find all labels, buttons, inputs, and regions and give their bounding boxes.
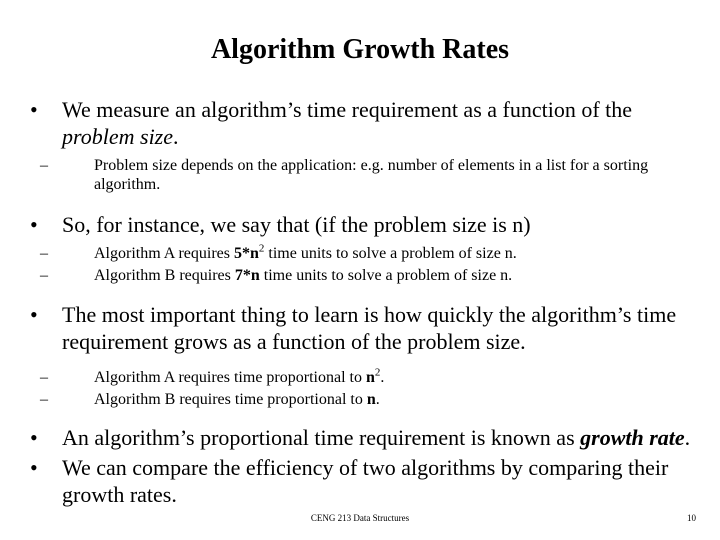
subbullet-text-end: . bbox=[380, 369, 385, 386]
bullet-text: The most important thing to learn is how quickly the algorithm’s time requirement grows as a function of the problem size. bbox=[62, 302, 677, 354]
bullet-growth-rate bbox=[30, 424, 706, 451]
bullet-compare-efficiency bbox=[30, 454, 706, 508]
subbullet-bold-text: 7*n bbox=[234, 267, 260, 284]
bullet-emphasis: growth rate bbox=[580, 425, 685, 450]
slide-title: Algorithm Growth Rates bbox=[210, 34, 510, 65]
bullet-text: So, for instance, we say that (if the problem size is n) bbox=[62, 212, 531, 237]
subbullet-text: Algorithm B requires bbox=[94, 267, 235, 284]
bullet-text-end: . bbox=[684, 425, 691, 450]
superscript: 2 bbox=[374, 366, 381, 379]
slide-footer bbox=[0, 513, 720, 527]
subbullet-text: Algorithm B requires time proportional to bbox=[94, 391, 367, 408]
bullet-text-end: . bbox=[173, 124, 179, 149]
bullet-mark: • bbox=[30, 455, 38, 480]
bullet-text: An algorithm’s proportional time requirement is known as bbox=[62, 425, 581, 450]
subbullet-algorithm-a-proportional bbox=[30, 368, 706, 387]
bullet-mark: • bbox=[30, 425, 38, 450]
subbullet-text-end: . bbox=[375, 391, 380, 408]
bullet-mark: • bbox=[30, 302, 38, 327]
bullet-time-requirement bbox=[30, 96, 706, 150]
dash-mark: – bbox=[40, 369, 48, 386]
footer-course-name: CENG 213 Data Structures bbox=[310, 513, 410, 523]
bullet-text: We measure an algorithm’s time requirement as a function of the bbox=[62, 97, 633, 122]
subbullet-algorithm-b-units bbox=[30, 266, 706, 285]
subbullet-bold-text: n bbox=[365, 369, 375, 386]
bullet-important-thing bbox=[30, 301, 706, 355]
subbullet-text: Problem size depends on the application: e.g. number of elements in a list for a sorting algorithm. bbox=[94, 157, 649, 193]
superscript: 2 bbox=[258, 242, 265, 255]
subbullet-algorithm-a-units bbox=[30, 244, 706, 263]
dash-mark: – bbox=[40, 245, 48, 262]
subbullet-problem-size bbox=[30, 156, 706, 194]
dash-mark: – bbox=[40, 267, 48, 284]
bullet-italic-text: problem size bbox=[62, 124, 174, 149]
subbullet-text: Algorithm A requires time proportional to bbox=[94, 369, 366, 386]
slide-number: 10 bbox=[687, 513, 696, 523]
subbullet-bold-text: 5*n bbox=[233, 245, 259, 262]
bullet-text: We can compare the efficiency of two algorithms by comparing their growth rates. bbox=[62, 455, 669, 507]
dash-mark: – bbox=[40, 391, 48, 408]
bullet-mark: • bbox=[30, 212, 38, 237]
subbullet-bold-text: n bbox=[366, 391, 376, 408]
subbullet-text: Algorithm A requires bbox=[94, 245, 234, 262]
bullet-mark: • bbox=[30, 97, 38, 122]
dash-mark: – bbox=[40, 157, 48, 174]
subbullet-algorithm-b-proportional bbox=[30, 390, 706, 409]
subbullet-text-end: time units to solve a problem of size n. bbox=[259, 267, 513, 284]
bullet-for-instance bbox=[30, 211, 706, 238]
subbullet-text-end: time units to solve a problem of size n. bbox=[264, 245, 517, 262]
slide-body bbox=[30, 96, 706, 508]
